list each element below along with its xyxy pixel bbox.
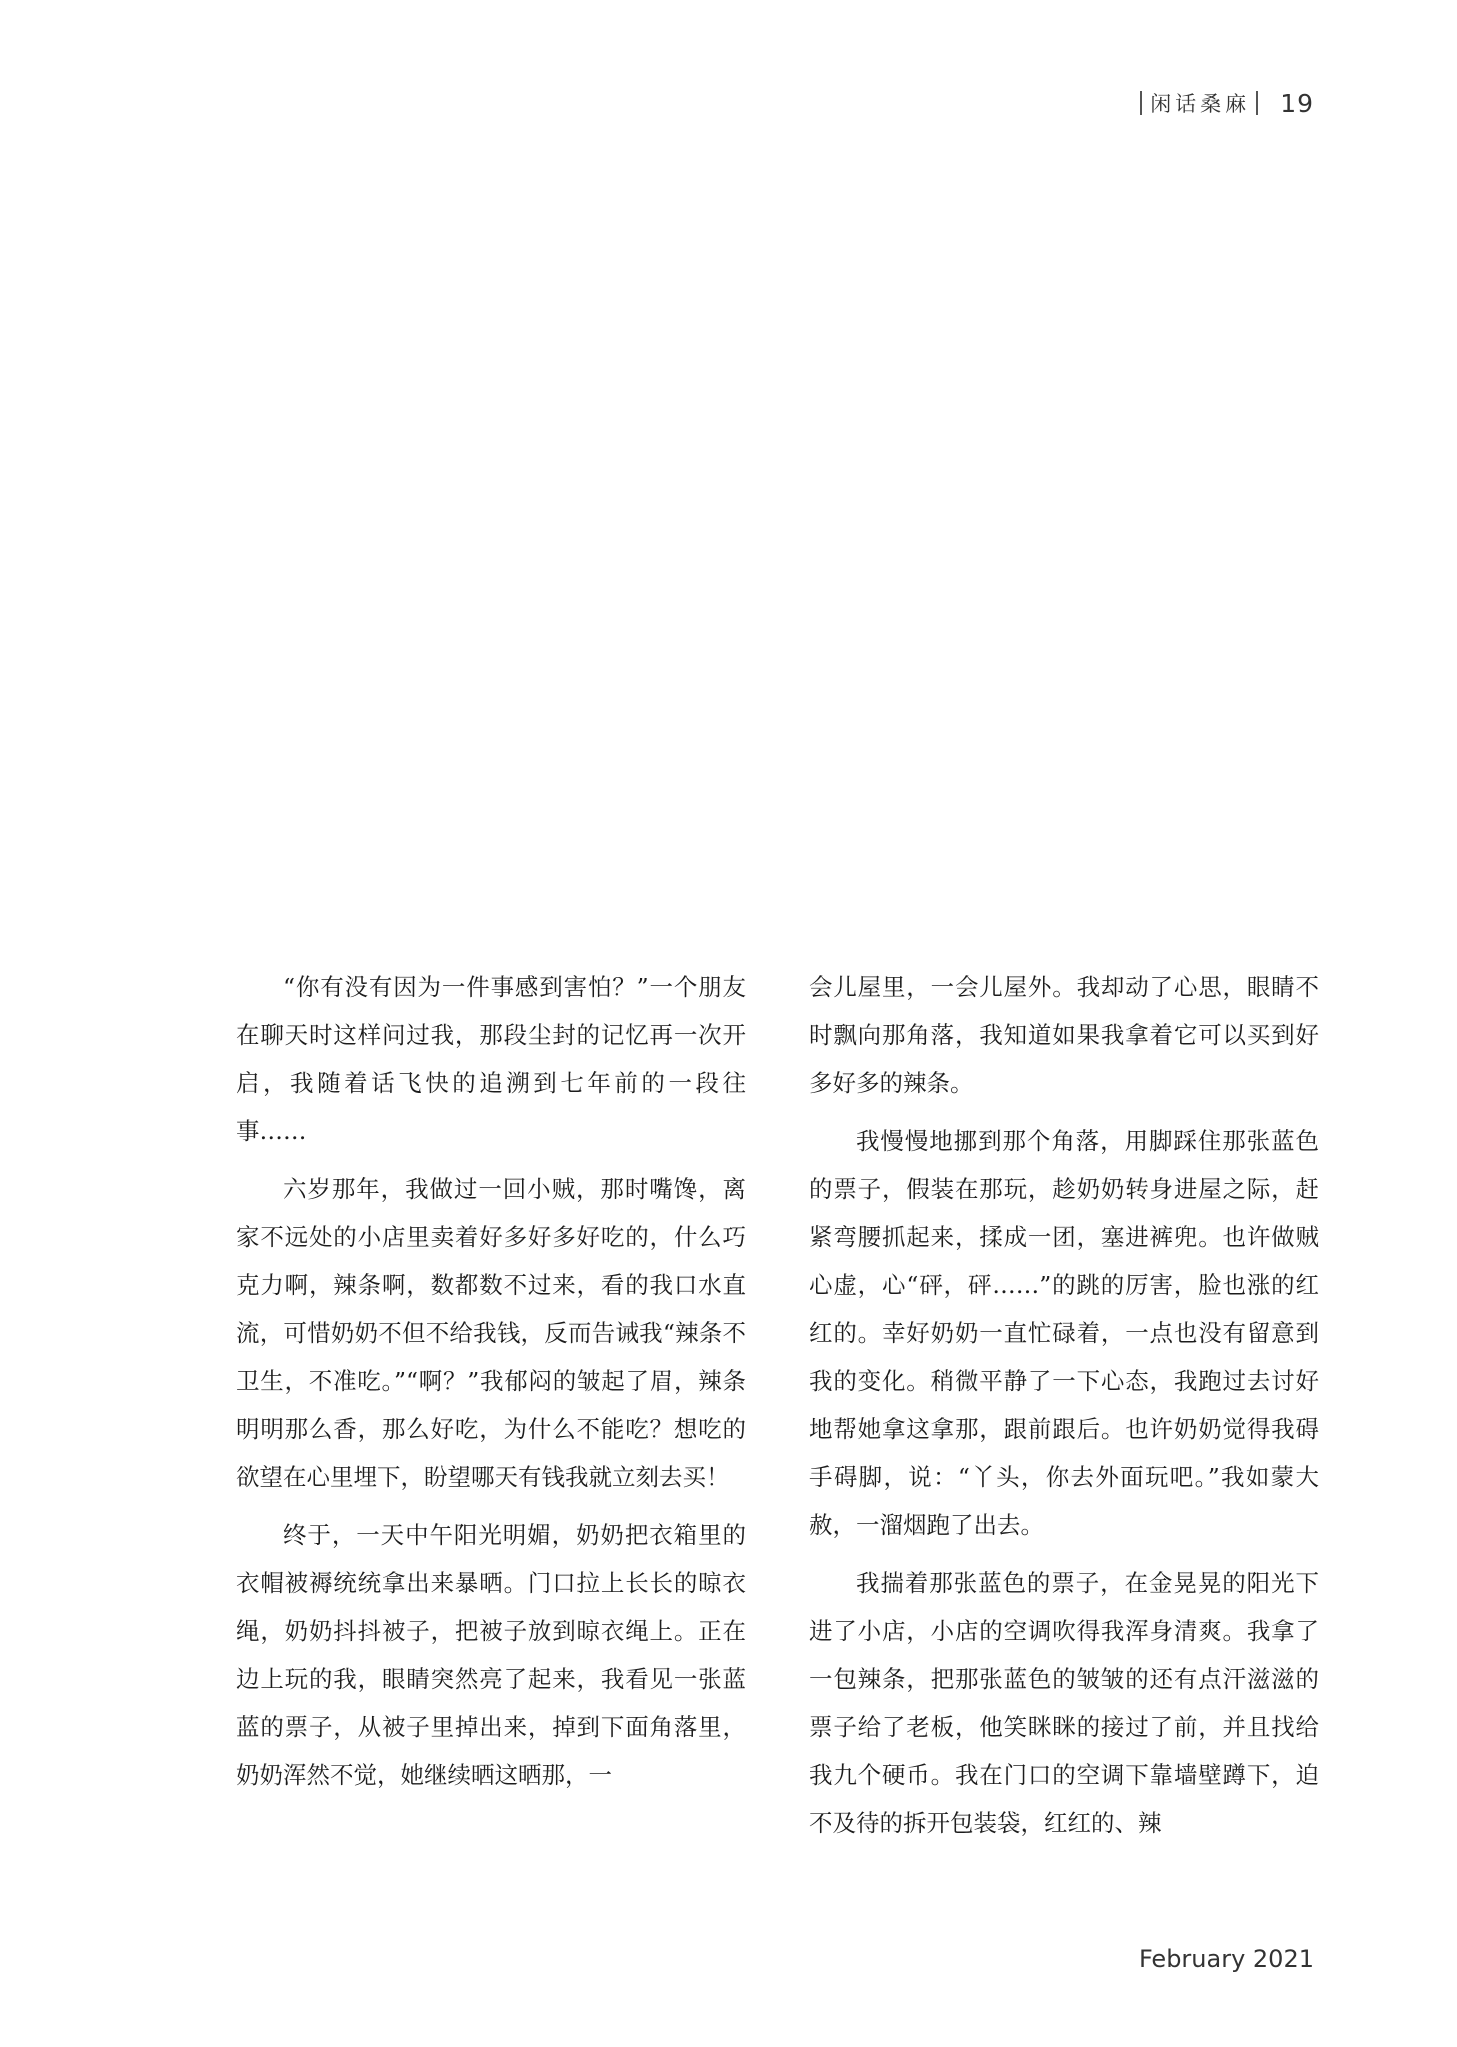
paragraph-continuation: 会儿屋里，一会儿屋外。我却动了心思，眼睛不时飘向那角落，我知道如果我拿着它可以买到好多好多的辣条。 bbox=[809, 973, 1319, 1097]
section-title: 闲话桑麻 bbox=[1150, 92, 1251, 116]
paragraph: 终于，一天中午阳光明媚，奶奶把衣箱里的衣帽被褥统统拿出来暴晒。门口拉上长长的晾衣绳，奶奶抖抖被子，把被子放到晾衣绳上。正在边上玩的我，眼睛突然亮了起来，我看见一张蓝蓝的票子，从被子里掉出来，掉到下面角落里，奶奶浑然不觉，她继续晒这晒那，一 bbox=[236, 1521, 746, 1789]
paragraph: 我慢慢地挪到那个角落，用脚踩住那张蓝色的票子，假装在那玩，趁奶奶转身进屋之际，赶紧弯腰抓起来，揉成一团，塞进裤兜。也许做贼心虚，心“砰，砰……”的跳的厉害，脸也涨的红红的。幸好奶奶一直忙碌着，一点也没有留意到我的变化。稍微平静了一下心态，我跑过去讨好地帮她拿这拿那，跟前跟后。也许奶奶觉得我碍手碍脚，说：“丫头，你去外面玩吧。”我如蒙大赦，一溜烟跑了出去。 bbox=[809, 1127, 1319, 1539]
issue-date: February 2021 bbox=[1138, 1945, 1314, 1973]
article-column-left bbox=[236, 963, 746, 1809]
header-divider-right bbox=[1256, 91, 1258, 115]
page-number: 19 bbox=[1280, 88, 1314, 118]
paragraph: 我揣着那张蓝色的票子，在金晃晃的阳光下进了小店，小店的空调吹得我浑身清爽。我拿了一包辣条，把那张蓝色的皱皱的还有点汗滋滋的票子给了老板，他笑眯眯的接过了前，并且找给我九个硬币。我在门口的空调下靠墙壁蹲下，迫不及待的拆开包装袋，红红的、辣 bbox=[809, 1569, 1319, 1837]
paragraph: “你有没有因为一件事感到害怕？”一个朋友在聊天时这样问过我，那段尘封的记忆再一次开启，我随着话飞快的追溯到七年前的一段往事…… bbox=[236, 973, 746, 1145]
paragraph: 六岁那年，我做过一回小贼，那时嘴馋，离家不远处的小店里卖着好多好多好吃的，什么巧克力啊，辣条啊，数都数不过来，看的我口水直流，可惜奶奶不但不给我钱，反而告诫我“辣条不卫生，不准吃。”“啊？”我郁闷的皱起了眉，辣条明明那么香，那么好吃，为什么不能吃？想吃的欲望在心里埋下，盼望哪天有钱我就立刻去买！ bbox=[236, 1175, 746, 1491]
header-divider-left bbox=[1140, 91, 1142, 115]
running-header bbox=[1140, 88, 1314, 118]
article-column-right bbox=[809, 963, 1319, 1857]
